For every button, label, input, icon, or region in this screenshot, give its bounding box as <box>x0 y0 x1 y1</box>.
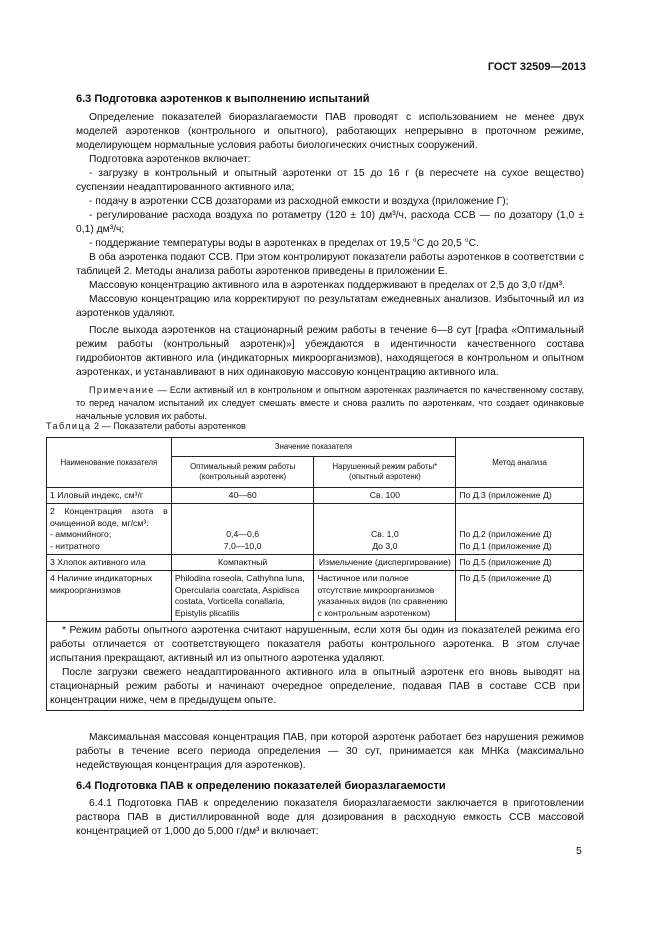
header-values: Значение показателя <box>171 438 455 457</box>
section-6-4-title: 6.4 Подготовка ПАВ к определению показателей биоразлагаемости <box>76 780 446 792</box>
table-row: 3 Хлопок активного ила Компактный Измельчение (диспергирование) По Д.5 (приложение Д) <box>47 555 584 571</box>
paragraph: В оба аэротенка подают ССВ. При этом контролируют показатели работы аэротенков в соответствии с таблицей 2. Методы анализа работы аэротенков приведены в приложении Е. <box>76 252 584 277</box>
page-number: 5 <box>576 845 582 857</box>
note-text: — Если активный ил в контрольном и опытном аэротенках различается по качественному составу, то перед началом испытаний их следует смешать вместе и снова разлить по аэротенкам, что создает одинаковые начальные условия их работы. <box>76 385 584 422</box>
paragraph: 6.4.1 Подготовка ПАВ к определению показателя биоразлагаемости заключается в приготовлении раствора ПАВ в дистиллированной воде для дозирования в расходную емкость ССВ массовой концентрацией от 1,000 до 5,000 г/дм³ и включает: <box>76 798 584 837</box>
table-row: 1 Иловый индекс, см³/г 40—60 Св. 100 По Д.3 (приложение Д) <box>47 488 584 504</box>
list-item: - подачу в аэротенки ССВ дозаторами из расходной емкости и воздуха (приложение Г); <box>89 196 509 207</box>
section-6-3-title: 6.3 Подготовка аэротенков к выполнению испытаний <box>76 93 370 105</box>
note-label: Примечание <box>89 385 155 395</box>
table-row: 4 Наличие индикаторных микроорганизмов Philodina roseola, Cathyhna luna, Opercularia coarctata, Aspidisca costata, Vorticella conallaria, Epistylis plicatilis Частичное или полное отсутствие микроорганизмов указанных видов (по сравнению с контрольным аэротенком) По Д.5 (приложение Д) <box>47 571 584 622</box>
paragraph: Подготовка аэротенков включает: <box>89 154 251 165</box>
header-optimal: Оптимальный режим работы (контрольный аэротенк) <box>171 457 314 488</box>
paragraph-block <box>76 731 584 773</box>
list-item: - поддержание температуры воды в аэротенках в пределах от 19,5 °С до 20,5 °С. <box>89 238 479 249</box>
table-caption: Таблица 2 — Показатели работы аэротенков <box>46 421 246 431</box>
table-footnote: * Режим работы опытного аэротенка считают нарушенным, если хотя бы один из показателей режима его работы отличается от соответствующего показателя работы контрольного аэротенка. В этом случае испытания прекращают, активный ил из опытного аэротенка удаляют. <box>50 625 580 665</box>
section-6-4 <box>76 780 584 839</box>
table-row: 2 Концентрация азота в очищенной воде, мг/см³: - аммонийного; - нитратного 0,4—0,6 7,0—10,0 Св. 1,0 До 3,0 По Д.2 (приложение Д) По Д.1 (приложение Д) <box>47 504 584 555</box>
paragraph: Массовую концентрацию активного ила в аэротенках поддерживают в пределах от 2,5 до 3,0 г/дм³. <box>89 280 565 291</box>
table-aeration-parameters <box>46 437 584 711</box>
note <box>76 384 584 424</box>
header-name: Наименование показателя <box>47 438 172 488</box>
paragraph: Массовую концентрацию ила корректируют по результатам ежедневных анализов. Избыточный ил из аэротенков удаляют. <box>76 294 584 319</box>
list-item: - регулирование расхода воздуха по ротаметру (120 ± 10) дм³/ч, расхода ССВ — по дозатору (1,0 ± 0,1) дм³/ч; <box>76 210 584 235</box>
document-code: ГОСТ 32509—2013 <box>487 61 586 73</box>
table-footnote-row <box>47 622 584 711</box>
header-disturbed: Нарушенный режим работы* (опытный аэротенк) <box>314 457 456 488</box>
paragraph: После выхода аэротенков на стационарный режим работы в течение 6—8 сут [графа «Оптимальный режим работы (контрольный аэротенк)»] убеждаются в идентичности качественного состава гидробионтов активного ила (индикаторных микроорганизмов), находящегося в контрольном и опытном аэротенках, и устанавливают в них одинаковую массовую концентрацию активного ила. <box>76 325 584 378</box>
section-6-3 <box>76 93 584 424</box>
table-header-row <box>47 438 584 457</box>
header-method: Метод анализа <box>456 438 584 488</box>
list-item: - загрузку в контрольный и опытный аэротенки от 15 до 16 г (в пересчете на сухое вещество) суспензии неадаптированного активного ила; <box>76 168 584 193</box>
paragraph: Определение показателей биоразлагаемости ПАВ проводят с использованием не менее двух моделей аэротенков (контрольного и опытного), работающих непрерывно в проточном режиме, моделирующем нормальные условия работы биологических очистных сооружений. <box>76 112 584 151</box>
paragraph: Максимальная массовая концентрация ПАВ, при которой аэротенк работает без нарушения режимов работы в течение всего периода определения — 30 сут, принимается как МНКа (максимально недействующая концентрация для аэротенков). <box>76 732 584 771</box>
table-footnote: После загрузки свежего неадаптированного активного ила в опытный аэротенк его вновь выводят на стационарный режим работы и начинают очередное определение, подавая ПАВ в составе ССВ при концентрации ниже, чем в предыдущем опыте. <box>50 667 580 707</box>
